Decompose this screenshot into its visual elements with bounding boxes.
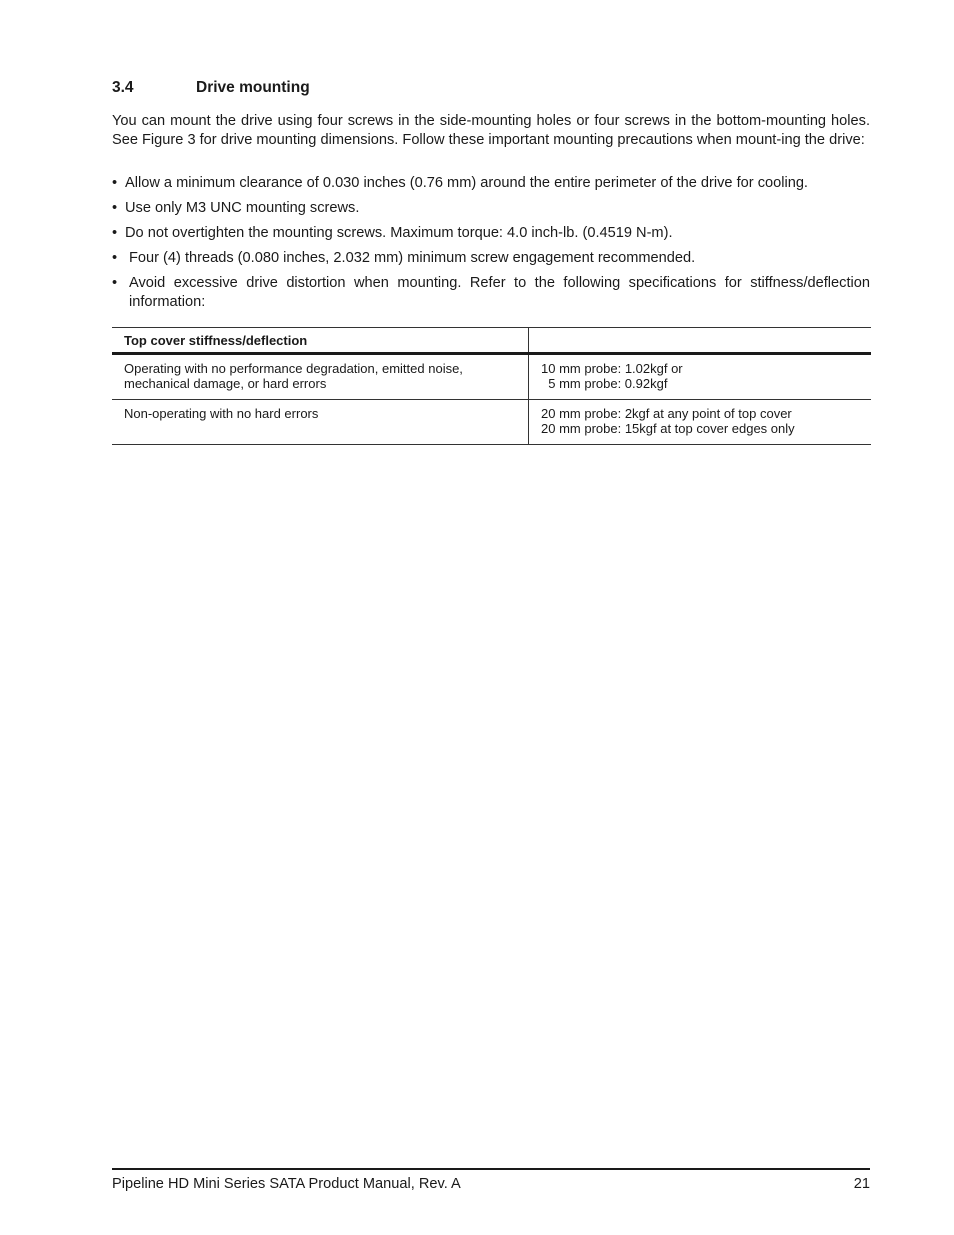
table-header-cell xyxy=(529,328,872,354)
table-cell: Operating with no performance degradation, emitted noise, mechanical damage, or hard errors xyxy=(112,354,529,400)
list-item-text: Avoid excessive drive distortion when mounting. Refer to the following specifications for stiffness/deflection information: xyxy=(129,275,870,310)
manual-page xyxy=(112,0,870,1235)
list-item-text: Use only M3 UNC mounting screws. xyxy=(125,200,360,216)
list-item-text: Four (4) threads (0.080 inches, 2.032 mm) minimum screw engagement recommended. xyxy=(129,250,696,266)
table-header-cell: Top cover stiffness/deflection xyxy=(112,328,529,354)
bullet-glyph: • xyxy=(112,250,118,266)
table-cell: Non-operating with no hard errors xyxy=(112,400,529,445)
section-number: 3.4 xyxy=(112,79,134,96)
stiffness-table xyxy=(112,327,871,445)
table-row xyxy=(112,354,871,400)
bullet-glyph: • xyxy=(112,175,118,191)
list-item xyxy=(112,249,870,268)
section-heading xyxy=(112,79,310,97)
list-item xyxy=(112,199,870,218)
list-item-text: Allow a minimum clearance of 0.030 inches (0.76 mm) around the entire perimeter of the drive for cooling. xyxy=(125,175,808,191)
list-item xyxy=(112,224,870,243)
table-cell xyxy=(529,354,872,400)
table-header-row xyxy=(112,328,871,354)
table-cell-text: 20 mm probe: 2kgf at any point of top cover 20 mm probe: 15kgf at top cover edges only xyxy=(541,406,795,436)
intro-paragraph: You can mount the drive using four screws in the side-mounting holes or four screws in the bottom-mounting holes. See Figure 3 for drive mounting dimensions. Follow these important mounting precautions when mount-ing the drive: xyxy=(112,113,870,148)
footer-page-number: 21 xyxy=(853,1176,870,1192)
table-cell-text: 10 mm probe: 1.02kgf or 5 mm probe: 0.92kgf xyxy=(541,361,683,391)
footer-document-title: Pipeline HD Mini Series SATA Product Manual, Rev. A xyxy=(112,1176,461,1192)
list-item xyxy=(112,274,870,311)
bullet-glyph: • xyxy=(112,275,118,291)
table-row xyxy=(112,400,871,445)
list-item-text: Do not overtighten the mounting screws. Maximum torque: 4.0 inch-lb. (0.4519 N-m). xyxy=(125,225,673,241)
table-cell xyxy=(529,400,872,445)
list-item xyxy=(112,174,870,193)
bullet-glyph: • xyxy=(112,200,118,216)
section-title: Drive mounting xyxy=(196,79,310,96)
bullet-glyph: • xyxy=(112,225,118,241)
precautions-list xyxy=(112,174,870,318)
footer-rule xyxy=(112,1168,870,1170)
